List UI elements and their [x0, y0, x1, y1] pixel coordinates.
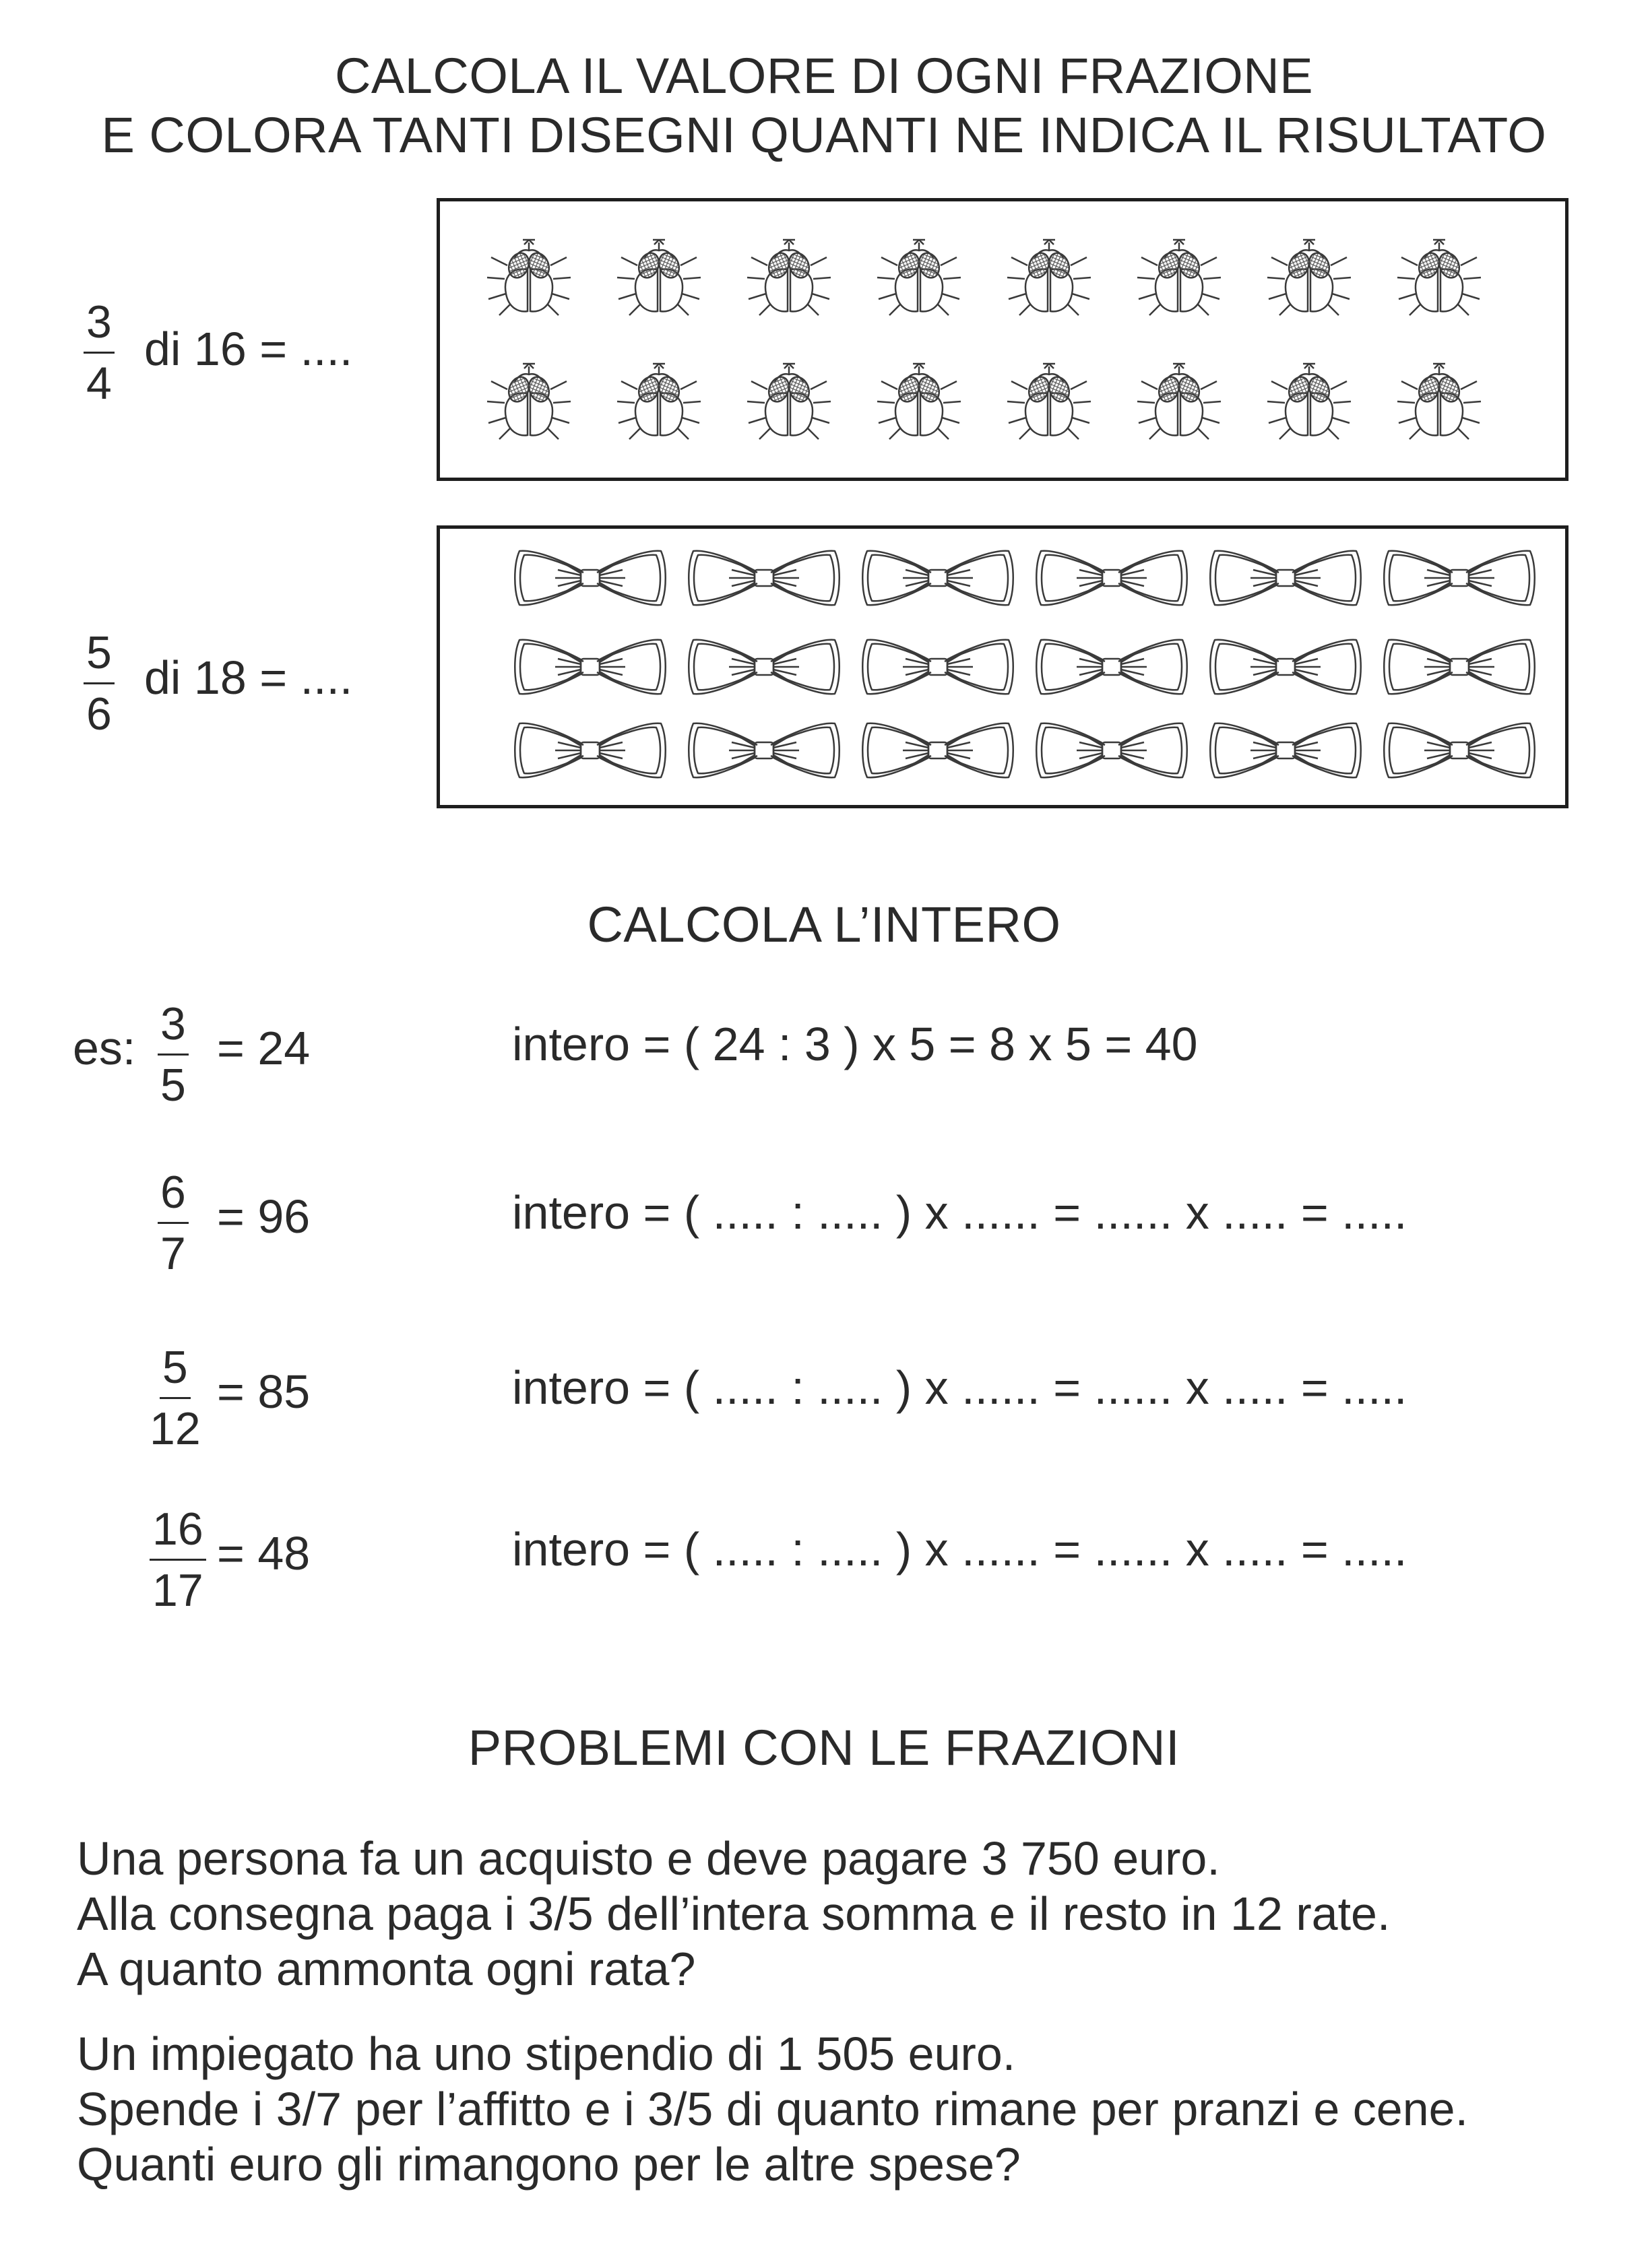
fraction-denominator: 5 [160, 1060, 186, 1111]
bow-tie-icon [515, 551, 666, 605]
problem-1-line-3: A quanto ammonta ogni rata? [77, 1943, 696, 1995]
fraction-5-12 [150, 1344, 201, 1452]
beetle-icon [877, 240, 961, 315]
worksheet-title-line-2: E COLORA TANTI DISEGNI QUANTI NE INDICA IL RISULTATO [101, 107, 1547, 163]
section-title-whole: CALCOLA L’INTERO [587, 897, 1061, 952]
bow-tie-icon [689, 551, 839, 605]
fraction-numerator: 16 [150, 1506, 206, 1561]
bow-tie-icon [1384, 723, 1535, 777]
problem-2-line-3: Quanti euro gli rimangono per le altre spese? [77, 2138, 1021, 2191]
beetle-icon [747, 240, 831, 315]
bow-tie-icon [1036, 551, 1187, 605]
fraction-numerator: 6 [158, 1169, 189, 1224]
whole-formula-blank: intero = ( ..... : ..... ) x ...... = ...... x ..... = ..... [512, 1361, 1407, 1414]
whole-formula-blank: intero = ( ..... : ..... ) x ...... = ...... x ..... = ..... [512, 1186, 1407, 1239]
worksheet-title-line-1: CALCOLA IL VALORE DI OGNI FRAZIONE [334, 48, 1314, 104]
bow-tie-icon [1210, 723, 1361, 777]
fraction-denominator: 4 [86, 358, 112, 409]
bow-tie-icon [1036, 640, 1187, 694]
section-title-problems: PROBLEMI CON LE FRAZIONI [468, 1720, 1180, 1776]
problem-2-line-2: Spende i 3/7 per l’affitto e i 3/5 di quanto rimane per pranzi e cene. [77, 2083, 1469, 2135]
problem-2 [77, 2026, 1468, 2192]
fraction-6-7 [158, 1167, 189, 1279]
fraction-equals-value: = 85 [217, 1365, 311, 1418]
beetle-icon [1007, 240, 1091, 315]
beetle-drawings [437, 198, 1568, 481]
problem-1-line-1: Una persona fa un acquisto e deve pagare 3 750 euro. [77, 1832, 1220, 1885]
bow-tie-drawings [437, 525, 1568, 808]
beetle-icon [617, 240, 701, 315]
beetle-icon [487, 364, 571, 439]
bow-tie-icon [1036, 723, 1187, 777]
problem-1 [77, 1831, 1390, 1997]
fraction-equals-value: = 96 [217, 1190, 311, 1243]
fraction-equals-value: = 24 [217, 1022, 311, 1074]
bow-tie-icon [1210, 640, 1361, 694]
bow-tie-icon [689, 640, 839, 694]
fraction-numerator: 3 [158, 1001, 189, 1056]
beetle-icon [1397, 240, 1481, 315]
whole-formula-example: intero = ( 24 : 3 ) x 5 = 8 x 5 = 40 [512, 1018, 1198, 1070]
fraction-5-6 [84, 627, 115, 740]
fraction-denominator: 6 [86, 688, 112, 740]
bow-tie-icon [689, 723, 839, 777]
bow-tie-icon [862, 551, 1013, 605]
fraction-equals-value: = 48 [217, 1527, 311, 1580]
fraction-3-4 [84, 296, 115, 409]
beetle-icon [1397, 364, 1481, 439]
bow-tie-icon [1384, 551, 1535, 605]
fraction-denominator: 17 [152, 1565, 203, 1616]
whole-formula-blank: intero = ( ..... : ..... ) x ...... = ...... x ..... = ..... [512, 1523, 1407, 1576]
bow-tie-icon [515, 723, 666, 777]
beetle-icon [1137, 364, 1221, 439]
beetle-icon [747, 364, 831, 439]
beetle-icon [487, 240, 571, 315]
beetle-icon [877, 364, 961, 439]
fraction-denominator: 7 [160, 1228, 186, 1279]
beetle-icon [1267, 240, 1351, 315]
fraction-3-5 [158, 998, 189, 1111]
bow-tie-icon [1210, 551, 1361, 605]
bow-tie-icon [862, 723, 1013, 777]
exercise-1-text: di 16 = .... [144, 323, 353, 375]
problem-2-line-1: Un impiegato ha uno stipendio di 1 505 euro. [77, 2028, 1016, 2080]
problem-1-line-2: Alla consegna paga i 3/5 dell’intera somma e il resto in 12 rate. [77, 1887, 1391, 1940]
bow-tie-icon [515, 640, 666, 694]
fraction-16-17 [150, 1503, 206, 1616]
beetle-icon [617, 364, 701, 439]
fraction-numerator: 3 [84, 299, 115, 354]
bow-tie-icon [862, 640, 1013, 694]
fraction-denominator: 12 [150, 1403, 201, 1454]
beetle-icon [1267, 364, 1351, 439]
example-label: es: [73, 1022, 136, 1074]
exercise-2-text: di 18 = .... [144, 651, 353, 704]
beetle-icon [1007, 364, 1091, 439]
fraction-numerator: 5 [84, 630, 115, 684]
bow-tie-icon [1384, 640, 1535, 694]
fraction-numerator: 5 [160, 1344, 191, 1399]
beetle-icon [1137, 240, 1221, 315]
